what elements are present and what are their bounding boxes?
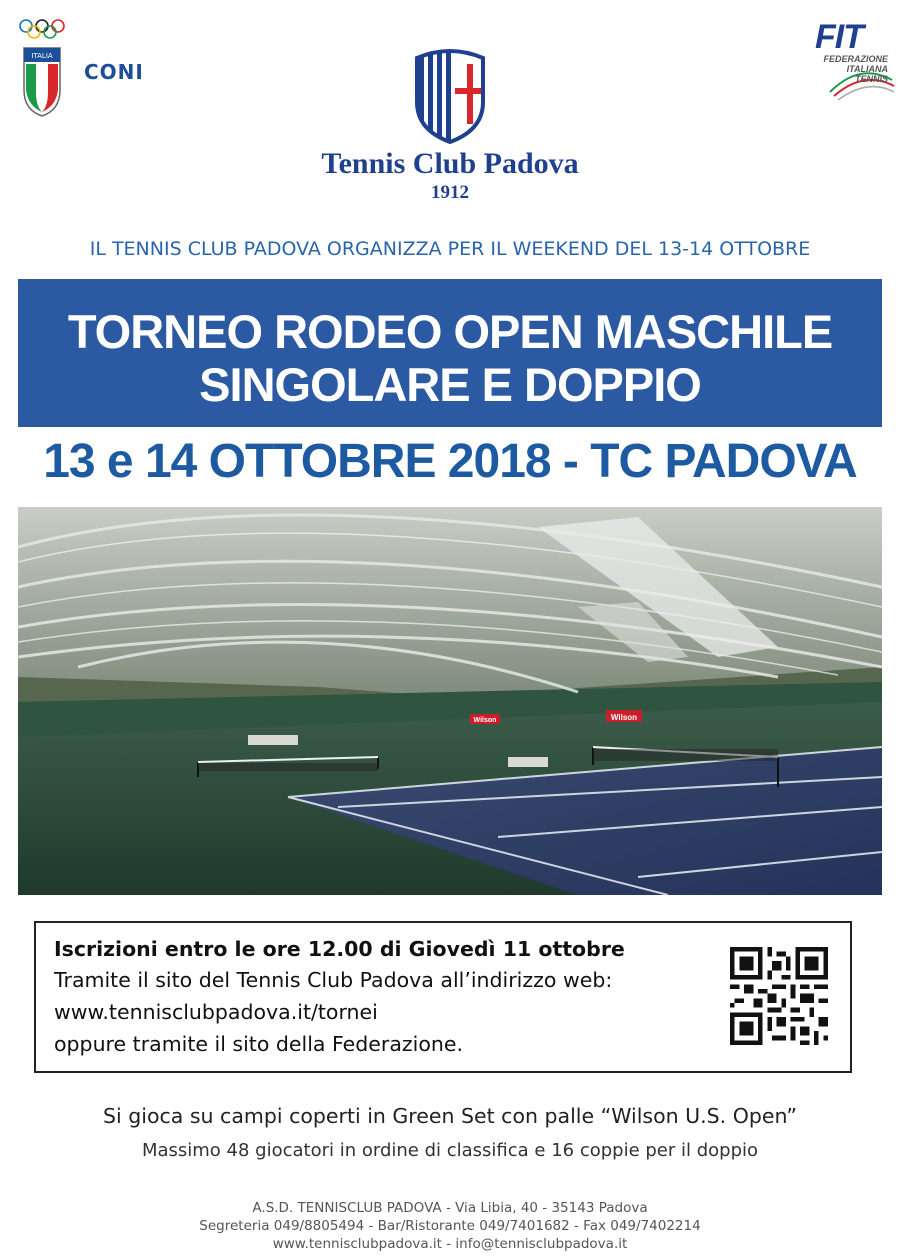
- wilson-banner-1: Wilson: [473, 717, 497, 724]
- player-limits: Massimo 48 giocatori in ordine di classifica e 16 coppie per il doppio: [141, 1140, 759, 1161]
- footer-phones: Segreteria 049/8805494 - Bar/Ristorante 049/7401682 - Fax 049/7402214: [199, 1218, 701, 1234]
- event-date: 13 e 14 OTTOBRE 2018 - TC PADOVA: [43, 435, 857, 488]
- qr-code-icon: [730, 947, 828, 1045]
- fit-sub-line: TENNIS: [854, 74, 888, 84]
- registration-alternative: oppure tramite il sito della Federazione.: [54, 1032, 464, 1056]
- coni-label: CONI: [84, 60, 144, 84]
- event-subtitle: IL TENNIS CLUB PADOVA ORGANIZZA PER IL WEEKEND DEL 13-14 OTTOBRE: [89, 238, 811, 260]
- coni-logo: [18, 18, 144, 108]
- registration-url[interactable]: www.tennisclubpadova.it/tornei: [54, 1000, 378, 1024]
- fit-sub-line: ITALIANA: [846, 64, 888, 74]
- fit-wordmark: FIT: [815, 18, 863, 56]
- registration-instructions: Tramite il sito del Tennis Club Padova all’indirizzo web:: [54, 968, 613, 992]
- title-banner: [18, 279, 882, 427]
- registration-info-box: [34, 921, 852, 1073]
- indoor-court-photo: [18, 507, 882, 895]
- wilson-banner-2: Wilson: [610, 713, 638, 722]
- registration-deadline: Iscrizioni entro le ore 12.00 di Giovedì 11 ottobre: [54, 937, 625, 961]
- banner-title-line-2: SINGOLARE E DOPPIO: [199, 358, 701, 411]
- club-name: Tennis Club Padova: [321, 147, 579, 180]
- footer-web-contacts[interactable]: www.tennisclubpadova.it - info@tennisclubpadova.it: [272, 1236, 628, 1252]
- club-year: 1912: [431, 182, 469, 203]
- play-conditions: Si gioca su campi coperti in Green Set con palle “Wilson U.S. Open”: [103, 1104, 797, 1128]
- fit-logo: [760, 18, 895, 98]
- footer-address: A.S.D. TENNISCLUB PADOVA - Via Libia, 40 - 35143 Padova: [252, 1200, 648, 1216]
- club-shield-icon: [411, 44, 489, 144]
- olympic-rings-icon: [18, 18, 68, 40]
- fit-sub-line: FEDERAZIONE: [823, 54, 888, 64]
- fit-subtitle: [770, 54, 888, 84]
- italia-shield-icon: [22, 46, 62, 118]
- banner-title-line-1: TORNEO RODEO OPEN MASCHILE: [67, 305, 833, 358]
- italia-label: ITALIA: [31, 52, 53, 60]
